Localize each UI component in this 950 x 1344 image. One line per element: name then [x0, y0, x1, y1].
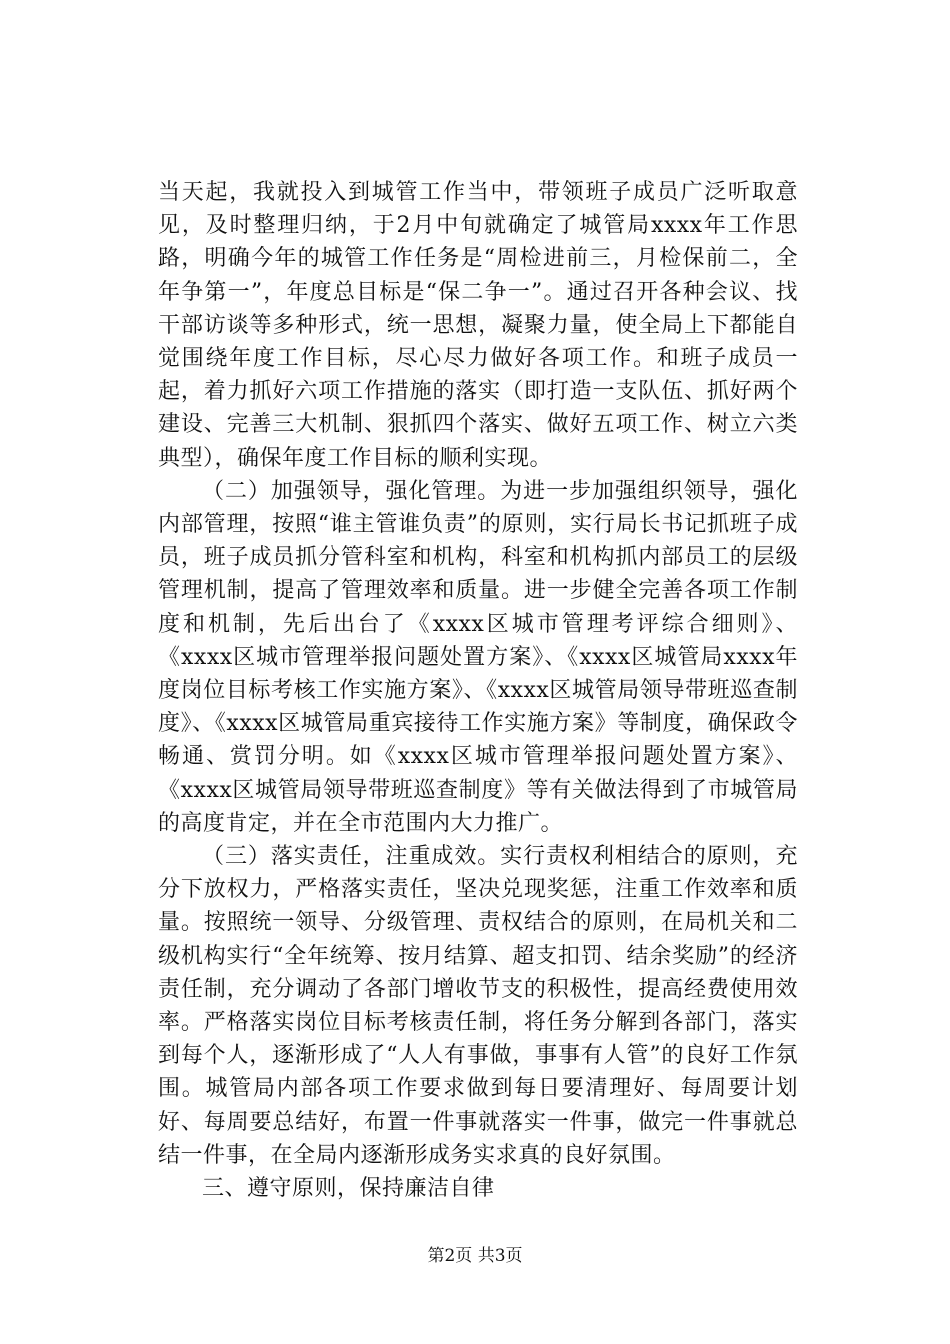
paragraph-implement-responsibility: （三）落实责任，注重成效。实行责权利相结合的原则，充分下放权力，严格落实责任，坚决兑现奖惩，注重工作效率和质量。按照统一领导、分级管理、责权结合的原则，在局机关和二级机构实行“全年统筹、按月结算、超支扣罚、结余奖励”的经济责任制，充分调动了各部门增收节支的积极性，提高经费使用效率。严格落实岗位目标考核责任制，将任务分解到各部门，落实到每个人，逐渐形成了“人人有事做，事事有人管”的良好工作氛围。城管局内部各项工作要求做到每日要清理好、每周要计划好、每周要总结好，布置一件事就落实一件事，做完一件事就总结一件事，在全局内逐渐形成务实求真的良好氛围。 [158, 844, 798, 1168]
document-body [158, 176, 798, 1205]
page-number-footer: 第2页 共3页 [427, 1246, 523, 1266]
paragraph-continuation: 当天起，我就投入到城管工作当中，带领班子成员广泛听取意见，及时整理归纳，于2月中旬就确定了城管局xxxx年工作思路，明确今年的城管工作任务是“周检进前三，月检保前二，全年争第一”，年度总目标是“保二争一”。通过召开各种会议、找干部访谈等多种形式，统一思想，凝聚力量，使全局上下都能自觉围绕年度工作目标，尽心尽力做好各项工作。和班子成员一起，着力抓好六项工作措施的落实（即打造一支队伍、抓好两个建设、完善三大机制、狠抓四个落实、做好五项工作、树立六类典型），确保年度工作目标的顺利实现。 [158, 180, 798, 471]
section-heading: 三、遵守原则，保持廉洁自律 [202, 1176, 495, 1202]
paragraph-strengthen-leadership: （二）加强领导，强化管理。为进一步加强组织领导，强化内部管理，按照“谁主管谁负责”的原则，实行局长书记抓班子成员，班子成员抓分管科室和机构，科室和机构抓内部员工的层级管理机制，提高了管理效率和质量。进一步健全完善各项工作制度和机制，先后出台了《xxxx区城市管理考评综合细则》、《xxxx区城市管理举报问题处置方案》、《xxxx区城管局xxxx年度岗位目标考核工作实施方案》、《xxxx区城管局领导带班巡查制度》、《xxxx区城管局重宾接待工作实施方案》等制度，确保政令畅通、赏罚分明。如《xxxx区城市管理举报问题处置方案》、《xxxx区城管局领导带班巡查制度》等有关做法得到了市城管局的高度肯定，并在全市范围内大力推广。 [158, 478, 798, 836]
